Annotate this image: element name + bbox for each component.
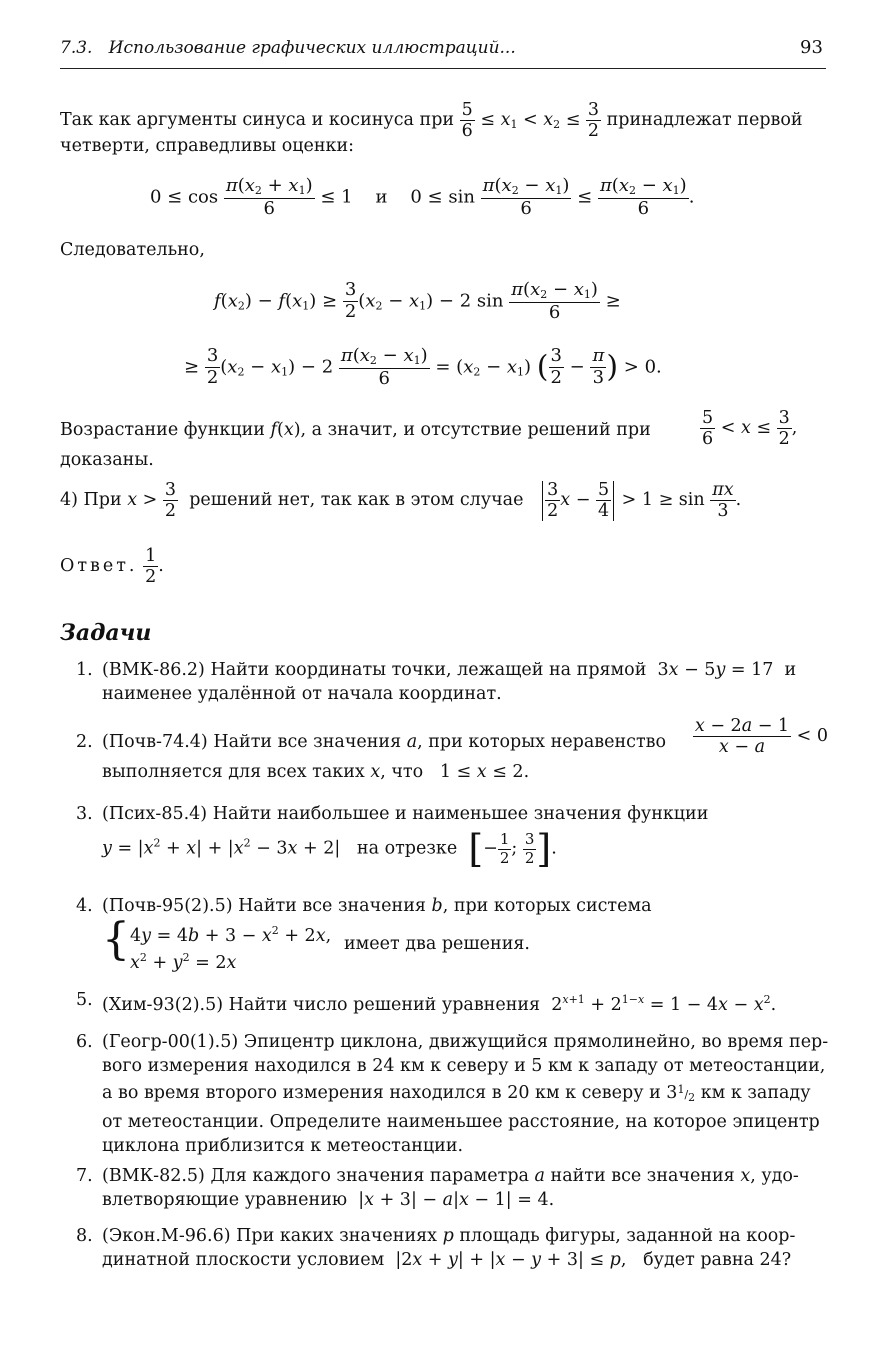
cos-sin-estimate: 0 ≤ cos $\frac{\pi(x_2 + x_1)}{6}$ ≤ 1 и 0 ≤ sin $\frac{\pi(x_2 - x_1)}{6}$ ≤ $\frac{\pi(x_2 - x_1)}{6}$ . (150, 175, 695, 219)
problem-3: 3. (Псих-85.4) Найти наибольшее и наименьшее значения функции $y = |x^2 + x| + |x^2 - 3x + 2|$ на отрезке [− $\frac{1}{2}$ ; $\frac{3}{2}$ ]. (76, 804, 709, 871)
problem-2: 2. (Почв-74.4) Найти все значения a, при которых неравенство $\frac{x - 2a - 1}{x - a}$ < 0 выполняется для всех таких x, что 1 ≤ x ≤ 2. (76, 716, 828, 782)
case-4: 4) При x > $\frac{3}{2}$ решений нет, так как в этом случае $\frac{3}{2}$ x − $\frac{5}{4}$ > 1 ≥ sin $\frac{\pi x}{3}$ . (60, 480, 742, 522)
intro-line-2: четверти, справедливы оценки: (60, 136, 355, 156)
problem-1: 1. (ВМК-86.2) Найти координаты точки, лежащей на прямой 3x − 5y = 17 и наименее удалённой от начала координат. (76, 660, 797, 704)
problem-4: 4. (Почв-95(2).5) Найти все значения b, при которых система { $4y = 4b + 3 - x^2 + 2x$, $x^2 + y^2 = 2x$ имеет два решения. (76, 896, 652, 973)
conclusion-line-2: доказаны. (60, 450, 154, 470)
problem-7: 7. (ВМК-82.5) Для каждого значения параметра a найти все значения x, удо- влетворяющие уравнению |x + 3| − a|x − 1| = 4. (76, 1166, 799, 1210)
section-title: Использование графических иллюстраций... (108, 38, 516, 58)
problem-5: 5. (Хим-93(2).5) Найти число решений уравнения $2^{x+1} + 2^{1-x} = 1 - 4x - x^2$. (76, 990, 777, 1015)
problem-6: 6. (Геогр-00(1).5) Эпицентр циклона, движущийся прямолинейно, во время пер- вого измерения находился в 24 км к северу и 5 км к западу от метеостанции, а во время второго измерения находился в 20 км к северу и $3^1/2$ км к западу от метеостанции. Определите наименьшее расстояние, на которое эпицентр циклона приблизится к метеостанции. (76, 1032, 829, 1156)
consequently-text: Следовательно, (60, 240, 205, 260)
derivation-line-2: ≥ $\frac{3}{2}$ $(x_2 - x_1) - 2$ $\frac{\pi(x_2 - x_1)}{6}$ = $(x_2 - x_1)$ ( $\frac{3}{2}$ − $\frac{\pi}{3}$ ) > 0. (184, 345, 662, 389)
conclusion-range: $\frac{5}{6}$ < x ≤ $\frac{3}{2}$ , (702, 408, 798, 450)
intro-line-1: Так как аргументы синуса и косинуса при $\frac{5}{6}$ ≤ $x_1 < x_2$ ≤ $\frac{3}{2}$ принадлежат первой (60, 100, 803, 142)
problem-8: 8. (Экон.М-96.6) При каких значениях p площадь фигуры, заданной на коор- динатной плоскости условием |2x + y| + |x − y + 3| ≤ p, будет равна 24? (76, 1226, 796, 1270)
page-number: 93 (800, 37, 823, 58)
conclusion-line-1: Возрастание функции f(x), а значит, и отсутствие решений при (60, 420, 651, 440)
problems-heading: Задачи (60, 620, 152, 646)
answer: Ответ. $\frac{1}{2}$ . (60, 546, 164, 588)
derivation-line-1: $f(x_2) - f(x_1)$ ≥ $\frac{3}{2}$ $(x_2 - x_1) - 2$ sin $\frac{\pi(x_2 - x_1)}{6}$ ≥ (214, 279, 621, 323)
running-header (60, 38, 516, 58)
section-ref: 7.3. (60, 38, 93, 58)
header-rule (60, 68, 826, 69)
